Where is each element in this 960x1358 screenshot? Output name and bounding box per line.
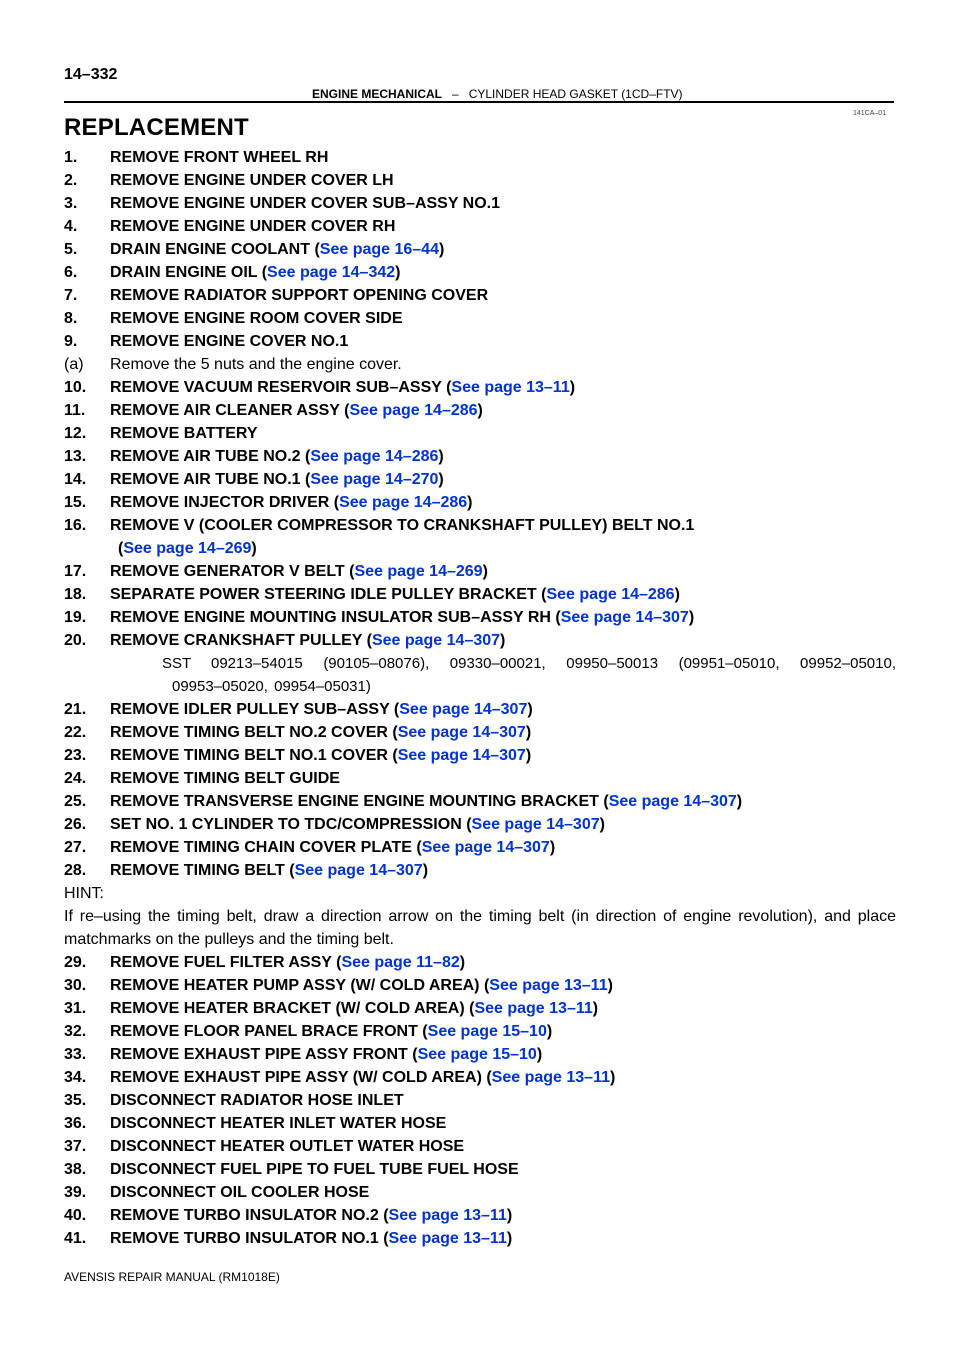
step-text: REMOVE BATTERY [110, 425, 258, 442]
step-number: 14. [64, 471, 87, 488]
sst-label: SST [162, 655, 192, 672]
step-text-end: ) [607, 977, 613, 994]
page-reference-link[interactable]: See page 14–307 [560, 609, 689, 626]
procedure-step [64, 583, 896, 606]
procedure-step [64, 560, 896, 583]
procedure-step [64, 284, 896, 307]
step-text: REMOVE TIMING BELT NO.1 COVER ( [110, 747, 398, 764]
procedure-step [64, 169, 896, 192]
step-label [110, 629, 505, 652]
step-text-end: ) [525, 724, 532, 741]
procedure-steps [64, 146, 896, 1250]
page-reference-link[interactable]: See page 13–11 [474, 1000, 593, 1017]
step-label [110, 698, 533, 721]
step-number: 36. [64, 1115, 87, 1132]
step-text-end: ) [482, 563, 488, 580]
page-reference-link[interactable]: See page 16–44 [319, 241, 439, 258]
step-label [110, 1043, 542, 1066]
page-reference-link[interactable]: See page 13–11 [388, 1207, 507, 1224]
procedure-step [64, 813, 896, 836]
step-text-end: ) [251, 540, 257, 557]
step-label [110, 974, 613, 997]
step-text: REMOVE ENGINE UNDER COVER LH [110, 172, 394, 189]
step-text-end: ) [609, 1069, 616, 1086]
step-text-end: ) [467, 494, 473, 511]
step-number: 11. [64, 402, 86, 419]
step-text: REMOVE HEATER PUMP ASSY (W/ COLD AREA) ( [110, 977, 490, 994]
step-text: REMOVE GENERATOR V BELT ( [110, 563, 355, 580]
procedure-step [64, 215, 896, 238]
step-number: (a) [64, 356, 84, 373]
step-number: 35. [64, 1092, 87, 1109]
step-number: 9. [64, 333, 78, 350]
step-label [110, 307, 402, 330]
step-number: 40. [64, 1207, 87, 1224]
step-text: REMOVE TURBO INSULATOR NO.1 ( [110, 1230, 389, 1247]
step-text-end: ) [549, 839, 556, 856]
step-text: REMOVE INJECTOR DRIVER ( [110, 494, 340, 511]
step-number: 12. [64, 425, 87, 442]
step-label [110, 744, 531, 767]
step-text: REMOVE RADIATOR SUPPORT OPENING COVER [110, 287, 489, 304]
step-label [110, 1020, 552, 1043]
header-rule [64, 101, 894, 103]
step-text-end: ) [438, 241, 445, 258]
step-text: REMOVE EXHAUST PIPE ASSY (W/ COLD AREA) ( [110, 1069, 492, 1086]
page-reference-link[interactable]: See page 14–307 [397, 724, 526, 741]
step-number: 18. [64, 586, 87, 603]
step-number: 30. [64, 977, 87, 994]
procedure-step [64, 767, 896, 790]
step-label [110, 767, 340, 790]
step-label [110, 514, 694, 537]
step-text: REMOVE AIR TUBE NO.1 ( [110, 471, 311, 488]
page-reference-link[interactable]: See page 14–307 [371, 632, 501, 649]
step-text: REMOVE AIR CLEANER ASSY ( [110, 402, 350, 419]
procedure-step [64, 192, 896, 215]
step-text: REMOVE HEATER BRACKET (W/ COLD AREA) ( [110, 1000, 475, 1017]
step-label [110, 1066, 615, 1089]
page-reference-link[interactable]: See page 14–286 [339, 494, 468, 511]
sst-values-continued: 09953–05020, 09954–05031) [172, 678, 371, 695]
step-label [110, 215, 395, 238]
page-reference-link[interactable]: See page 13–11 [491, 1069, 610, 1086]
procedure-step [64, 1066, 896, 1089]
step-text-end: ) [688, 609, 695, 626]
step-text-end: ) [506, 1230, 513, 1247]
step-label [110, 238, 444, 261]
step-label [110, 399, 483, 422]
procedure-step [64, 1043, 896, 1066]
step-number: 19. [64, 609, 87, 626]
page-reference-link[interactable]: See page 14–342 [267, 264, 396, 281]
page-reference-link[interactable]: See page 14–307 [397, 747, 526, 764]
procedure-step [64, 1112, 896, 1135]
procedure-step [64, 606, 896, 629]
step-label [110, 284, 488, 307]
step-number: 3. [64, 195, 78, 212]
step-number: 34. [64, 1069, 87, 1086]
procedure-step [64, 744, 896, 767]
step-text: REMOVE ENGINE ROOM COVER SIDE [110, 310, 403, 327]
procedure-step [64, 445, 896, 468]
step-number: 23. [64, 747, 87, 764]
step-label [110, 951, 465, 974]
step-text: SET NO. 1 CYLINDER TO TDC/COMPRESSION ( [110, 816, 472, 833]
step-label [110, 1204, 512, 1227]
step-text: REMOVE EXHAUST PIPE ASSY FRONT ( [110, 1046, 418, 1063]
step-text-end: ) [500, 632, 506, 649]
page-reference-link[interactable]: See page 14–307 [421, 839, 550, 856]
procedure-step [64, 790, 896, 813]
step-label [110, 997, 598, 1020]
step-number: 27. [64, 839, 87, 856]
procedure-step [64, 1158, 896, 1181]
procedure-step [64, 307, 896, 330]
step-label [110, 1089, 404, 1112]
step-label [110, 560, 488, 583]
procedure-step [64, 1181, 896, 1204]
step-number: 15. [64, 494, 87, 511]
page-reference-link[interactable]: See page 13–11 [489, 977, 608, 994]
sst-values: 09213–54015 (90105–08076), 09330–00021, 09950–50013 (09951–05010, 09952–05010, [211, 655, 896, 672]
step-continuation [64, 537, 896, 560]
step-text: ( [118, 540, 124, 557]
procedure-step [64, 261, 896, 284]
step-label [110, 261, 400, 284]
sub-step [64, 353, 896, 376]
procedure-step [64, 698, 896, 721]
step-text: DRAIN ENGINE COOLANT ( [110, 241, 320, 258]
step-text: REMOVE ENGINE UNDER COVER RH [110, 218, 396, 235]
step-number: 8. [64, 310, 78, 327]
hint-label: HINT: [64, 885, 104, 902]
procedure-step [64, 399, 896, 422]
step-number: 24. [64, 770, 87, 787]
step-number: 16. [64, 517, 87, 534]
step-label [110, 330, 348, 353]
step-number: 32. [64, 1023, 87, 1040]
step-text-end: ) [569, 379, 576, 396]
page-reference-link[interactable]: See page 14–286 [546, 586, 675, 603]
procedure-step [64, 629, 896, 652]
step-label [110, 606, 694, 629]
step-text: REMOVE ENGINE MOUNTING INSULATOR SUB–ASSY RH ( [110, 609, 561, 626]
step-text: REMOVE V (COOLER COMPRESSOR TO CRANKSHAFT PULLEY) BELT NO.1 [110, 517, 695, 534]
page-reference-link[interactable]: See page 14–307 [471, 816, 600, 833]
step-text-end: ) [599, 816, 605, 833]
step-number: 1. [64, 149, 78, 166]
step-number: 20. [64, 632, 87, 649]
step-number: 38. [64, 1161, 87, 1178]
procedure-step [64, 1227, 896, 1250]
step-number: 17. [64, 563, 87, 580]
page-number: 14–332 [64, 66, 118, 83]
step-text: REMOVE TIMING BELT GUIDE [110, 770, 340, 787]
step-text-end: ) [525, 747, 532, 764]
step-text: REMOVE AIR TUBE NO.2 ( [110, 448, 311, 465]
step-text: DISCONNECT HEATER OUTLET WATER HOSE [110, 1138, 465, 1155]
procedure-step [64, 468, 896, 491]
page-reference-link[interactable]: See page 14–269 [123, 540, 252, 557]
step-text: REMOVE TRANSVERSE ENGINE ENGINE MOUNTING BRACKET ( [110, 793, 609, 810]
step-text: REMOVE FUEL FILTER ASSY ( [110, 954, 342, 971]
step-text: DISCONNECT OIL COOLER HOSE [110, 1184, 370, 1201]
step-text-end: ) [506, 1207, 513, 1224]
page-title: REPLACEMENT [64, 114, 249, 141]
step-text: DISCONNECT FUEL PIPE TO FUEL TUBE FUEL HOSE [110, 1161, 519, 1178]
step-label [110, 422, 258, 445]
step-number: 13. [64, 448, 87, 465]
step-number: 21. [64, 701, 87, 718]
procedure-step [64, 1089, 896, 1112]
step-label [110, 836, 555, 859]
step-number: 37. [64, 1138, 87, 1155]
step-label [110, 721, 531, 744]
step-number: 10. [64, 379, 87, 396]
document-code: 141CA–01 [853, 110, 887, 117]
page-reference-link[interactable]: See page 14–286 [349, 402, 478, 419]
page-reference-link[interactable]: See page 11–82 [341, 954, 460, 971]
step-label [110, 491, 473, 514]
header-separator: – [452, 87, 459, 101]
step-text-end: ) [477, 402, 483, 419]
step-label [110, 790, 742, 813]
step-number: 31. [64, 1000, 87, 1017]
step-label [110, 169, 394, 192]
step-text-end: ) [527, 701, 533, 718]
step-number: 5. [64, 241, 78, 258]
procedure-step [64, 238, 896, 261]
step-text: REMOVE ENGINE COVER NO.1 [110, 333, 349, 350]
procedure-step [64, 974, 896, 997]
step-text-end: ) [459, 954, 466, 971]
page-reference-link[interactable]: See page 13–11 [388, 1230, 507, 1247]
step-text: DRAIN ENGINE OIL ( [110, 264, 268, 281]
step-label [110, 583, 680, 606]
step-text-end: ) [592, 1000, 599, 1017]
procedure-step [64, 721, 896, 744]
step-number: 29. [64, 954, 87, 971]
step-text: REMOVE FLOOR PANEL BRACE FRONT ( [110, 1023, 428, 1040]
step-number: 4. [64, 218, 78, 235]
procedure-step [64, 514, 896, 537]
procedure-step [64, 1204, 896, 1227]
page-reference-link[interactable]: See page 14–286 [310, 448, 439, 465]
step-text: REMOVE TIMING CHAIN COVER PLATE ( [110, 839, 422, 856]
procedure-step [64, 836, 896, 859]
step-number: 39. [64, 1184, 87, 1201]
procedure-step [64, 491, 896, 514]
step-text: REMOVE CRANKSHAFT PULLEY ( [110, 632, 372, 649]
procedure-step [64, 376, 896, 399]
step-label [110, 1158, 519, 1181]
step-text: REMOVE TIMING BELT ( [110, 862, 295, 879]
step-number: 33. [64, 1046, 87, 1063]
page-reference-link[interactable]: See page 14–307 [399, 701, 528, 718]
step-label [110, 1181, 369, 1204]
step-text: Remove the 5 nuts and the engine cover. [110, 356, 402, 373]
step-label [110, 468, 444, 491]
step-number: 7. [64, 287, 78, 304]
page-reference-link[interactable]: See page 13–11 [451, 379, 570, 396]
step-text-end: ) [546, 1023, 553, 1040]
procedure-step [64, 330, 896, 353]
step-label [110, 1135, 464, 1158]
step-label [110, 859, 428, 882]
step-text-end: ) [395, 264, 401, 281]
footer: AVENSIS REPAIR MANUAL (RM1018E) [64, 1270, 280, 1284]
page-reference-link[interactable]: See page 14–270 [310, 471, 439, 488]
step-text: REMOVE TIMING BELT NO.2 COVER ( [110, 724, 398, 741]
step-text: REMOVE FRONT WHEEL RH [110, 149, 329, 166]
page-reference-link[interactable]: See page 14–307 [294, 862, 423, 879]
step-text: SEPARATE POWER STEERING IDLE PULLEY BRACKET ( [110, 586, 547, 603]
procedure-step [64, 422, 896, 445]
step-label [110, 1112, 446, 1135]
step-number: 6. [64, 264, 78, 281]
procedure-step [64, 859, 896, 882]
page-reference-link[interactable]: See page 15–10 [417, 1046, 537, 1063]
page-reference-link[interactable]: See page 14–307 [608, 793, 737, 810]
step-label [110, 813, 605, 836]
step-number: 41. [64, 1230, 87, 1247]
step-text: REMOVE VACUUM RESERVOIR SUB–ASSY ( [110, 379, 452, 396]
procedure-step [64, 1020, 896, 1043]
page-reference-link[interactable]: See page 15–10 [427, 1023, 547, 1040]
procedure-step [64, 146, 896, 169]
step-text: REMOVE TURBO INSULATOR NO.2 ( [110, 1207, 389, 1224]
step-text-end: ) [536, 1046, 543, 1063]
procedure-step [64, 997, 896, 1020]
header-section: ENGINE MECHANICAL [312, 87, 443, 101]
step-number: 22. [64, 724, 87, 741]
step-text-end: ) [736, 793, 743, 810]
step-label [110, 1227, 512, 1250]
step-label [110, 445, 444, 468]
header-subsection: CYLINDER HEAD GASKET (1CD–FTV) [468, 87, 683, 101]
step-text: DISCONNECT HEATER INLET WATER HOSE [110, 1115, 447, 1132]
page-reference-link[interactable]: See page 14–269 [354, 563, 483, 580]
step-text-end: ) [438, 448, 444, 465]
procedure-step [64, 1135, 896, 1158]
step-number: 26. [64, 816, 87, 833]
step-label [110, 353, 402, 376]
step-text-end: ) [422, 862, 429, 879]
step-text: REMOVE IDLER PULLEY SUB–ASSY ( [110, 701, 400, 718]
step-text: REMOVE ENGINE UNDER COVER SUB–ASSY NO.1 [110, 195, 501, 212]
step-text-end: ) [438, 471, 444, 488]
step-number: 2. [64, 172, 78, 189]
step-label [110, 192, 500, 215]
header-title [312, 87, 683, 101]
step-number: 28. [64, 862, 87, 879]
procedure-step [64, 951, 896, 974]
sst-list [64, 652, 896, 698]
step-text-end: ) [674, 586, 680, 603]
hint-text: If re–using the timing belt, draw a direction arrow on the timing belt (in direction of engine revolution), and place matchmarks on the pulleys and the timing belt. [64, 908, 896, 948]
step-text: DISCONNECT RADIATOR HOSE INLET [110, 1092, 404, 1109]
step-label [110, 146, 328, 169]
step-number: 25. [64, 793, 87, 810]
step-label [110, 376, 575, 399]
